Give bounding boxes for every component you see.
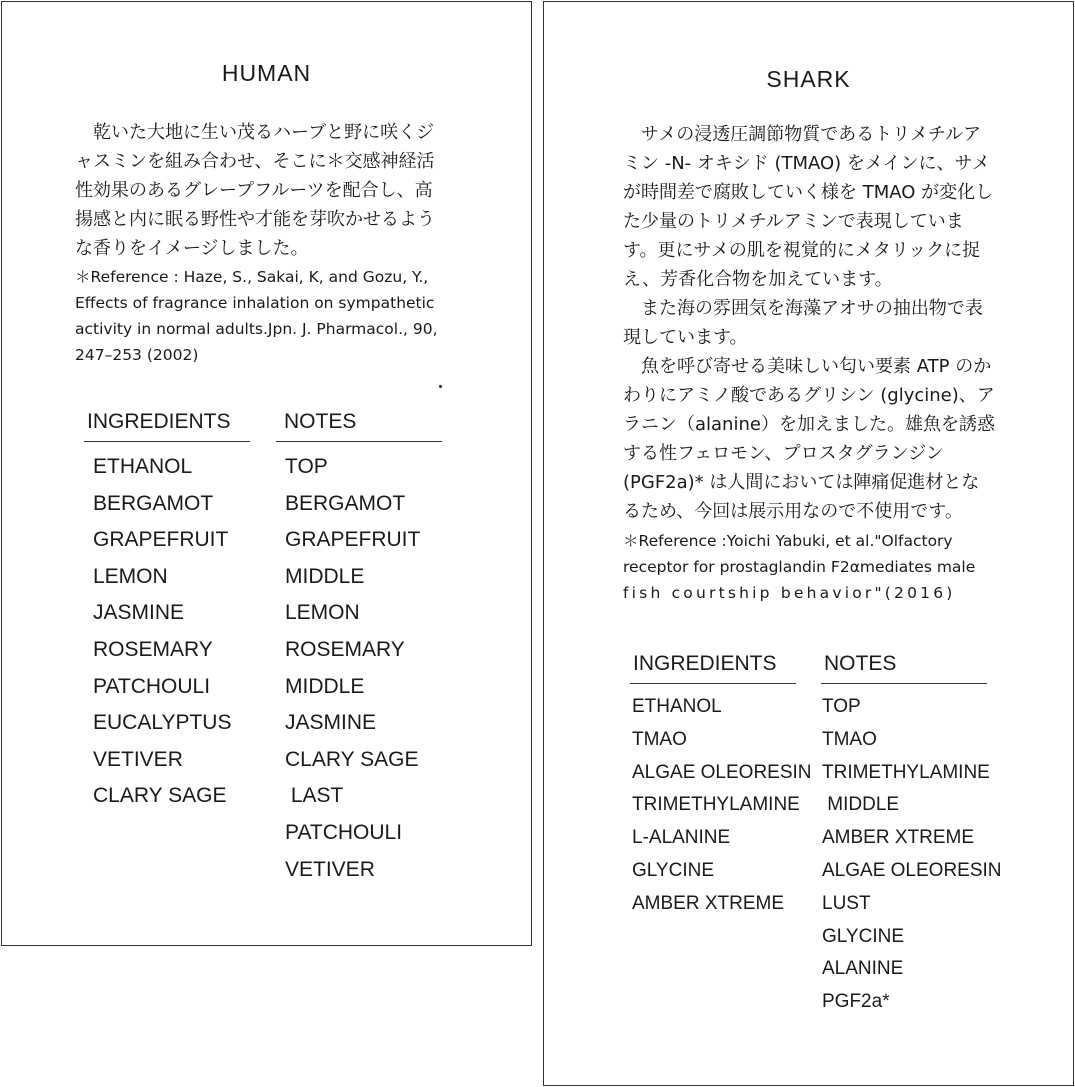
human-title: HUMAN xyxy=(221,60,312,86)
list-item: L-ALANINE xyxy=(632,827,731,849)
shark-description-2: また海の雰囲気を海藻アオサの抽出物で表現しています。 xyxy=(623,298,983,348)
shark-ingredients-column xyxy=(630,650,812,921)
human-notes-list xyxy=(276,442,442,888)
list-item: TOP xyxy=(285,455,328,478)
list-item: ALANINE xyxy=(822,958,904,980)
list-item: LAST xyxy=(285,784,344,808)
list-item: LEMON xyxy=(285,601,360,625)
list-item: GLYCINE xyxy=(632,859,715,881)
list-item: VETIVER xyxy=(285,857,375,881)
list-item: ROSEMARY xyxy=(285,637,405,661)
list-item: MIDDLE xyxy=(285,564,365,588)
human-card xyxy=(1,1,532,946)
list-item: GLYCINE xyxy=(822,925,905,947)
shark-description-1: サメの浸透圧調節物質であるトリメチルアミン -N- オキシド (TMAO) をメインに、サメが時間差で腐敗していく様を TMAO が変化した少量のトリメチルアミンで表現しています。更にサメの肌を視覚的にメタリックに捉え、芳香化合物を加えています。 xyxy=(623,124,994,290)
list-item: PATCHOULI xyxy=(285,820,403,844)
stray-dot xyxy=(439,385,442,388)
ingredients-header: INGREDIENTS xyxy=(87,410,231,433)
list-item: VETIVER xyxy=(93,747,183,771)
shark-description-3: 魚を呼び寄せる美味しい匂い要素 ATP のかわりにアミノ酸であるグリシン (glycine)、アラニン（alanine）を加えました。雄魚を誘惑する性フェロモン、プロスタグランジン (PGF2a)* は人間においては陣痛促進材となるため、今回は展示用なので不使用です。 xyxy=(623,356,995,522)
notes-header: NOTES xyxy=(824,652,897,675)
shark-title: SHARK xyxy=(766,66,851,92)
list-item: AMBER XTREME xyxy=(822,827,975,849)
shark-card xyxy=(543,1,1074,1086)
notes-header: NOTES xyxy=(284,410,357,433)
list-item: JASMINE xyxy=(285,711,377,735)
list-item: ALGAE OLEORESIN xyxy=(632,761,812,783)
shark-reference-1: ＊Reference :Yoichi Yabuki, et al."Olfactory receptor for prostaglandin F2αmediates male xyxy=(623,532,976,576)
list-item: TMAO xyxy=(822,728,877,750)
shark-notes-list xyxy=(821,684,1002,1019)
list-item: TRIMETHYLAMINE xyxy=(822,761,990,783)
list-item: MIDDLE xyxy=(285,674,365,698)
list-item: BERGAMOT xyxy=(285,491,406,515)
list-item: ETHANOL xyxy=(632,696,722,717)
human-description: 乾いた大地に生い茂るハーブと野に咲くジャスミンを組み合わせ、そこに＊交感神経活性効果のあるグレープフルーツを配合し、高揚感と内に眠る野性や才能を芽吹かせるような香りをイメージしました。 xyxy=(75,122,435,259)
list-item: PATCHOULI xyxy=(93,674,211,698)
list-item: JASMINE xyxy=(93,601,185,625)
human-ingredients-column xyxy=(84,408,250,815)
shark-reference-2: fish courtship behavior"(2016) xyxy=(623,584,956,602)
list-item: PGF2a* xyxy=(822,991,890,1013)
list-item: GRAPEFRUIT xyxy=(285,528,421,552)
list-item: LEMON xyxy=(93,564,168,588)
list-item: TRIMETHYLAMINE xyxy=(632,794,800,816)
list-item: EUCALYPTUS xyxy=(93,711,232,735)
list-item: LUST xyxy=(822,892,871,914)
list-item: ETHANOL xyxy=(93,455,193,478)
list-item: TMAO xyxy=(632,728,687,750)
list-item: TOP xyxy=(822,696,861,717)
list-item: GRAPEFRUIT xyxy=(93,528,229,552)
ingredients-header: INGREDIENTS xyxy=(633,652,777,675)
list-item: ALGAE OLEORESIN xyxy=(822,859,1002,881)
human-notes-column xyxy=(276,408,442,888)
human-ingredients-list xyxy=(84,442,250,815)
list-item: CLARY SAGE xyxy=(93,784,227,808)
shark-notes-column xyxy=(821,650,1002,1019)
list-item: MIDDLE xyxy=(822,794,900,816)
list-item: ROSEMARY xyxy=(93,637,213,661)
shark-ingredients-list xyxy=(630,684,812,921)
list-item: CLARY SAGE xyxy=(285,747,419,771)
list-item: AMBER XTREME xyxy=(632,892,785,914)
human-reference: ＊Reference : Haze, S., Sakai, K, and Gozu, Y., Effects of fragrance inhalation on sympathetic activity in normal adults.Jpn. J. Pharmacol., 90, 247–253 (2002) xyxy=(75,268,438,364)
list-item: BERGAMOT xyxy=(93,491,214,515)
